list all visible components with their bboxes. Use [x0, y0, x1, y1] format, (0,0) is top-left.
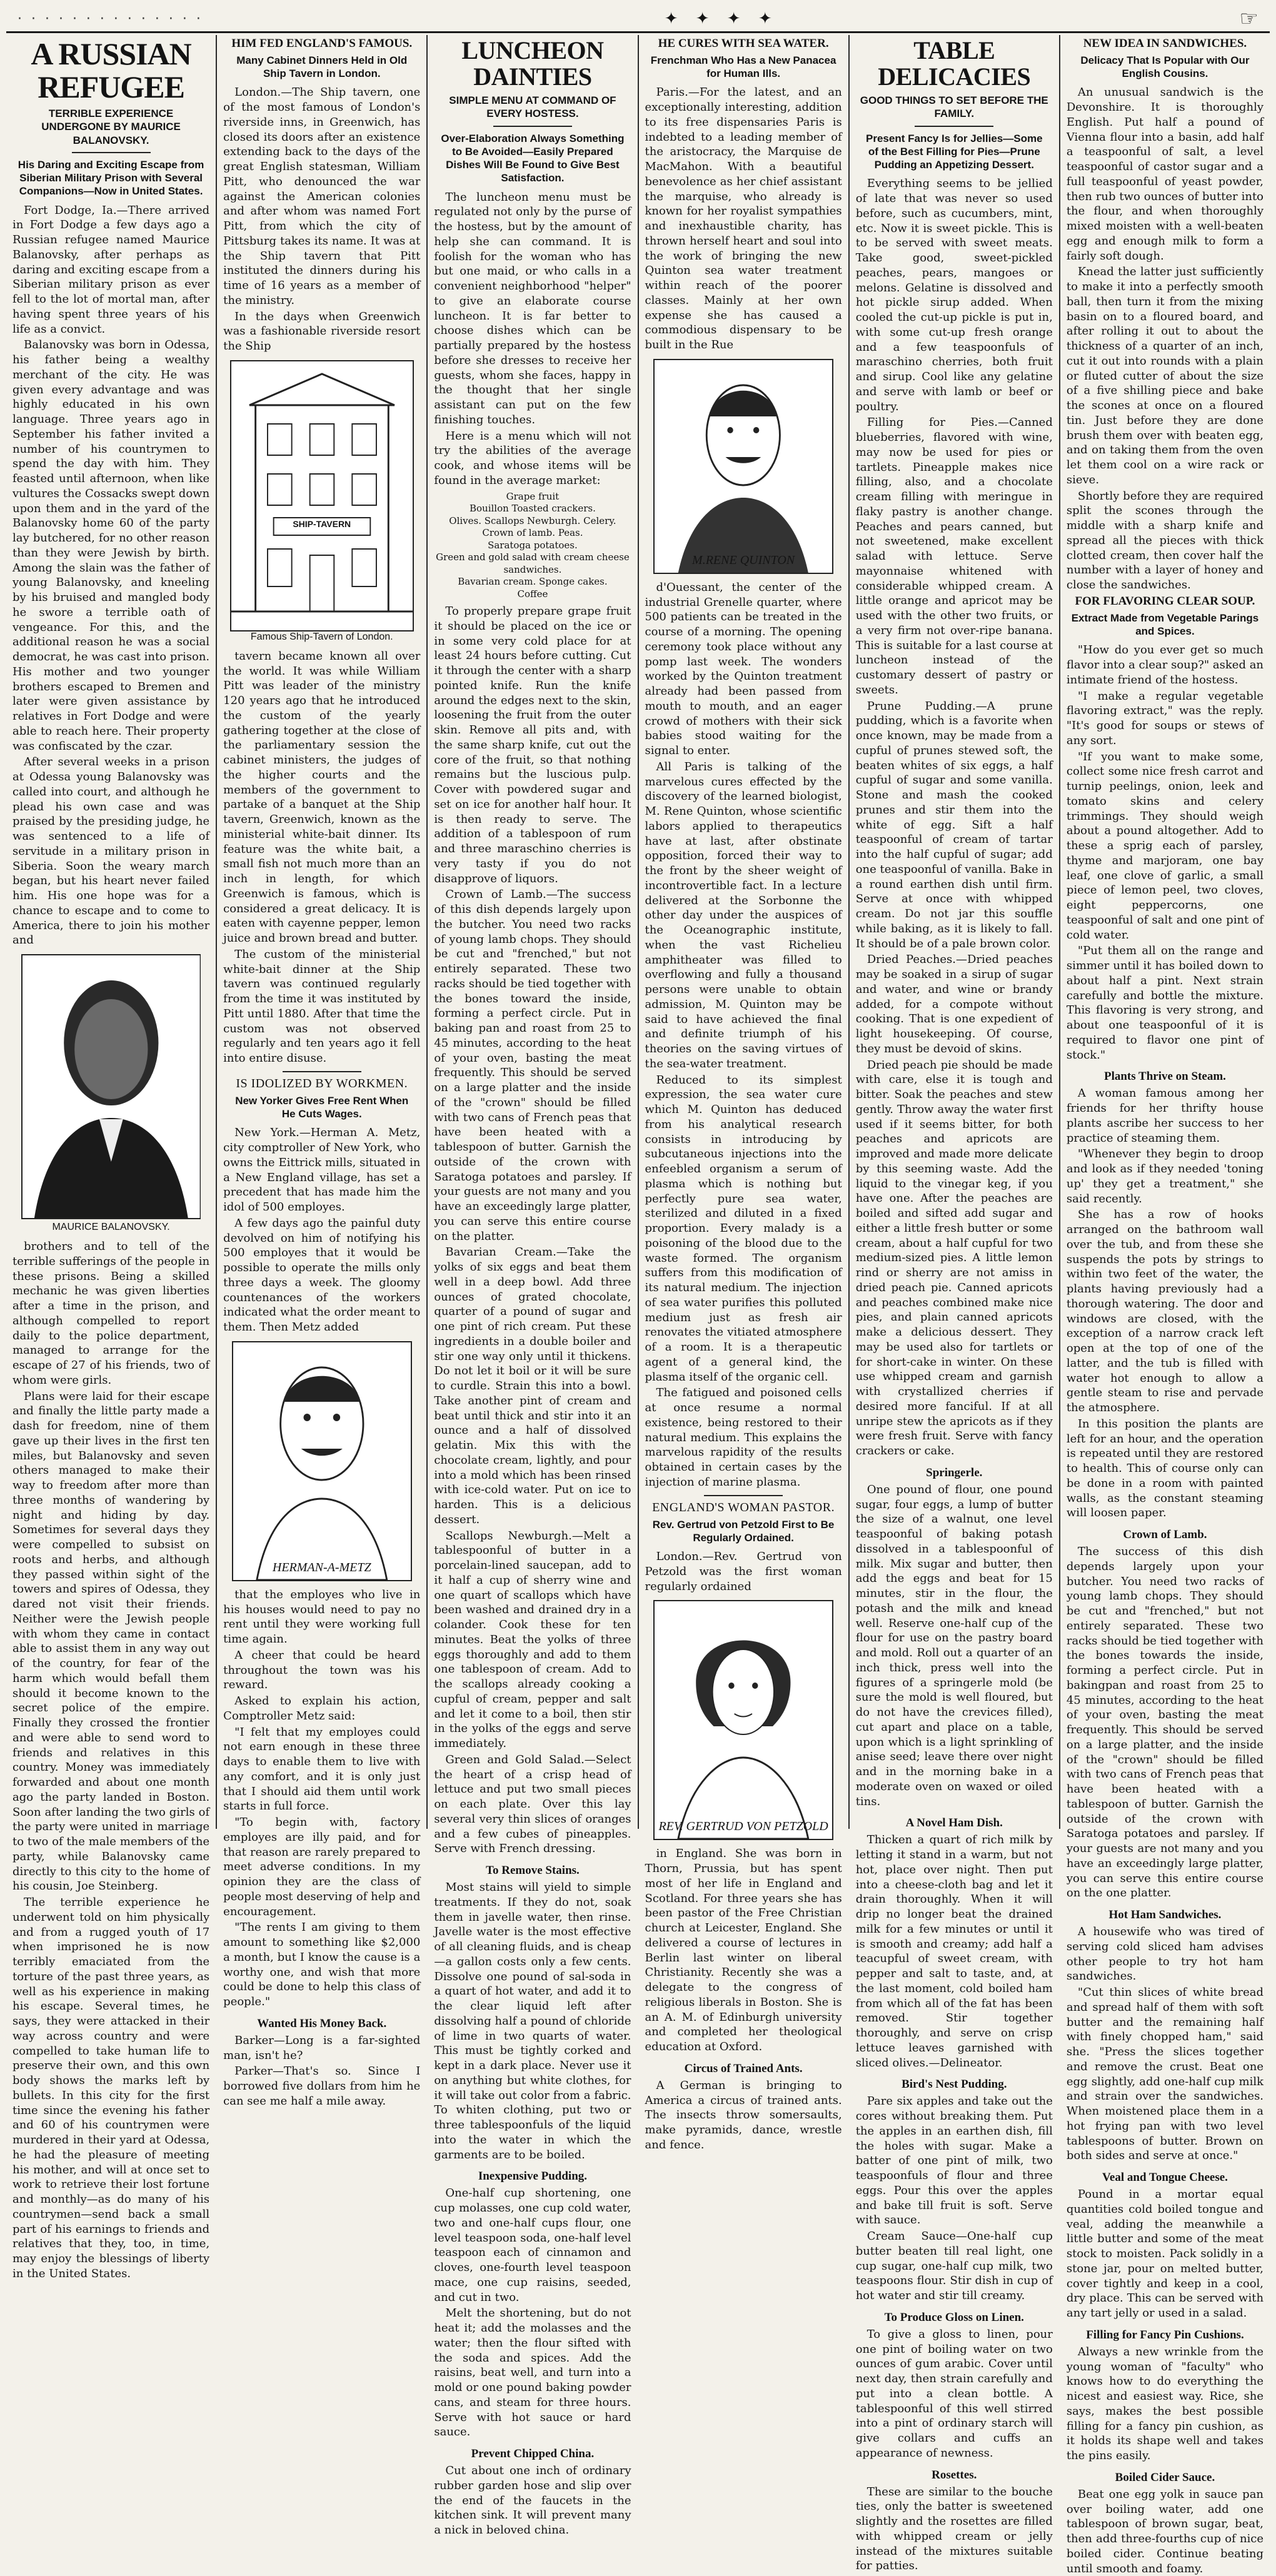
subhead-pudding: Inexpensive Pudding.	[478, 2170, 588, 2183]
headline-luncheon-dainties: LUNCHEON DAINTIES	[461, 36, 604, 91]
paragraph: Pound in a mortar equal quantities cold boiled tongue and veal, adding the meanwhile a little butter and some of the meat stock to moisten. Pack solidly in a stone jar, pour on melted butter, cover tightly and keep in a cool, dry place. This can be served with any tart jelly or used in a salad.	[1066, 2188, 1264, 2320]
headline-ship-tavern: HIM FED ENGLAND'S FAMOUS.	[231, 37, 413, 50]
paragraph: Barker—Long is a far-sighted man, isn't he?	[223, 2033, 421, 2062]
paragraph: "Put them all on the range and simmer until it has boiled down to about half a pint. Next strain carefully and bottle the mixture. This flavoring is very strong, and about one teaspoonful of it is required to flavor one pint of stock."	[1066, 944, 1264, 1062]
paragraph: Beat one egg yolk in sauce pan over boiling water, add one tablespoon of brown sugar, beat, then add three-fourths cup of nice boiled cider. Continue beating until smooth and foamy.	[1066, 2487, 1264, 2575]
paragraph: The success of this dish depends largely upon your butcher. You need two racks of young lamb chops. They should be cut and "frenched," but not entirely separated. These two racks should be tied together with the bones towards the inside, forming a perfect circle. Put in bakingpan and roast from 25 to 45 minutes, according to the heat of your oven, basting the meat frequently. This should be served on a large platter, and the inside of the "crown" should be filled with two cans of French peas that have been heated with a tablespoon of butter. Garnish the outside of the crown with Saratoga potatoes and parsley. If your guests are not many and you have an exceedingly large platter, you can serve this entire course on the one platter.	[1066, 1545, 1264, 1900]
paragraph: Cream Sauce—One-half cup butter beaten till real light, one cup sugar, one-half cup milk, two teaspoons flour. Stir dish in cup of hot water and stir till creamy.	[855, 2230, 1053, 2302]
fold-marks: · · · · · · · · · · · · · ·	[18, 11, 203, 27]
paragraph: New York.—Herman A. Metz, city comptroller of New York, who owns the Eittrick mills, situated in a New England village, has set a precedent that has made him the idol of 500 employes.	[223, 1126, 421, 1214]
menu-line: Bouillon Toasted crackers.	[469, 503, 596, 514]
paragraph: "If you want to make some, collect some nice fresh carrot and turnip peelings, onion, leek and tomato skins and celery trimmings. They should weigh about a pound altogether. Add to these a sprig each of parsley, thyme and marjoram, one bay leaf, one clove of garlic, a small piece of lemon peel, two cloves, eight peppercorns, one teaspoonful of salt and one pint of cold water.	[1066, 750, 1264, 942]
divider	[915, 126, 993, 127]
divider	[283, 1071, 361, 1072]
divider	[493, 126, 572, 127]
paragraph: London.—The Ship tavern, one of the most famous of London's riverside inns, in Greenwich, has closed its doors after an existence extending back to the days of the great English statesman, William Pitt, who denounced the war against the American colonies and after whom was named Fort Pitt, from which the city of Pittsburg takes its name. It was at the Ship tavern that Pitt instituted the dinners during his time of 16 years as a member of the ministry.	[223, 86, 421, 307]
paragraph: "I make a regular vegetable flavoring extract," was the reply. "It's good for soups or stews of any sort.	[1066, 689, 1264, 747]
deck-russian-refugee: TERRIBLE EXPERIENCE UNDERGONE BY MAURICE BALANOVSKY.	[41, 108, 181, 146]
paragraph: "I felt that my employes could not earn enough in these three days to enable them to live with any comfort, and it is only just that I should aid them until work starts in full force.	[223, 1725, 421, 1813]
subhead-rosettes: Rosettes.	[932, 2468, 977, 2482]
luncheon-menu	[434, 491, 631, 601]
paragraph: that the employes who live in his houses would need to pay no rent until they were working full time again.	[223, 1587, 421, 1646]
portrait-quinton	[645, 359, 842, 574]
column-sea-water	[639, 35, 850, 2151]
headline-table-delicacies: TABLE DELICACIES	[878, 36, 1031, 91]
portrait-caption: REV. GERTRUD VON PETZOLD	[658, 1819, 828, 1834]
headline-clear-soup: FOR FLAVORING CLEAR SOUP.	[1075, 594, 1255, 608]
paragraph: London.—Rev. Gertrud von Petzold was the first woman regularly ordained	[645, 1550, 842, 1593]
portrait-image	[653, 1600, 833, 1840]
menu-line: Bavarian cream. Sponge cakes.	[458, 576, 608, 587]
menu-line: Green and gold salad with cream cheese sandwiches.	[436, 551, 630, 575]
page-top-border	[6, 6, 1270, 33]
paragraph: A cheer that could be heard throughout the town was his reward.	[223, 1648, 421, 1692]
paragraph: Crown of Lamb.—The success of this dish depends largely upon the butcher. You need two racks of young lamb chops. They should be cut and "frenched," but not entirely separated. These two racks should be tied together with the bones toward the inside, forming a perfect circle. Put in baking pan and roast from 25 to 45 minutes, according to the heat of your oven, basting the meat frequently. This should be served on a large platter and the inside of the "crown" should be filled with two cans of French peas that have been heated with a tablespoon of butter. Garnish the outside of the crown with Saratoga potatoes and parsley. If your guests are not many and you have an exceedingly large platter, you can serve this entire course on the platter.	[434, 888, 631, 1243]
paragraph: in England. She was born in Thorn, Prussia, but has spent most of her life in England and Scotland. For three years she has been pastor of the Free Christian church at Leicester, England. She delivered a course of lectures in Berlin last winter on liberal Christianity. Recently she was a delegate to the congress of religious liberals in Boston. She is an A. M. of Edinburgh university and completed her theological education at Oxford.	[645, 1847, 842, 2054]
tavern-sign: SHIP-TAVERN	[293, 518, 351, 529]
headline-idolized: IS IDOLIZED BY WORKMEN.	[236, 1076, 408, 1090]
paragraph: A woman famous among her friends for her thrifty house plants ascribe her success to her practice of steaming them.	[1066, 1087, 1264, 1145]
pointing-hand-icon: ☞	[1239, 6, 1258, 31]
column-ship-tavern	[217, 35, 428, 2108]
headline-sandwiches: NEW IDEA IN SANDWICHES.	[1083, 37, 1247, 50]
paragraph: Shortly before they are required split the scones through the middle with a sharp knife and spread all the pieces with thick clotted cream, then cover half the number with a layer of honey and close the sandwiches.	[1066, 489, 1264, 592]
column-table-delicacies	[850, 35, 1060, 2573]
deck-idolized: New Yorker Gives Free Rent When He Cuts Wages.	[235, 1094, 409, 1120]
portrait-caption: MAURICE BALANOVSKY.	[52, 1222, 170, 1232]
paragraph: Reduced to its simplest expression, the sea water cure which M. Quinton has deduced from his analytical research consists in introducing by subcutaneous injections into the enfeebled organism a serum of plasma which is nothing but perfectly pure sea water, sterilized and diluted in a fixed proportion. Every malady is a poisoning of the blood due to the waste formed. The organism suffers from this modification of its natural medium. The injection of sea water purifies this polluted medium just as fresh air renovates the vitiated atmosphere of a room. It is a therapeutic agent of a general kind, the plasma itself of the organic cell.	[645, 1073, 842, 1384]
paragraph: Most stains will yield to simple treatments. If they do not, soak them in javelle water, then rinse. Javelle water is the most effective of all cleaning fluids, and is cheap—a gallon costs only a few cents. Dissolve one pound of sal-soda in a quart of hot water, and add it to the clear liquid left after dissolving half a pound of chloride of lime in two quarts of water. This must be tightly corked and kept in a dark place. Never use it on anything but white clothes, for it will take out color from a fabric. To whiten clothing, put two or three tablespoonfuls of the liquid into the water in which the garments are to be boiled.	[434, 1881, 631, 2161]
deck-sandwiches: Delicacy That Is Popular with Our English Cousins.	[1080, 54, 1250, 80]
portrait-image	[653, 359, 833, 574]
paragraph: Always a new wrinkle from the young woman of "faculty" who knows how to do everything the nicest and easiest way. Rice, she says, makes the best possible filling for a fancy pin cushion, as it holds its shape well and takes the pins easily.	[1066, 2345, 1264, 2463]
paragraph: A few days ago the painful duty devolved on him of notifying his 500 employes that it would be possible to operate the mills only three days a week. The gloomy countenances of the workers indicated what the order meant to them. Then Metz added	[223, 1216, 421, 1334]
deck-clear-soup: Extract Made from Vegetable Parings and Spices.	[1071, 611, 1259, 638]
deck-luncheon: SIMPLE MENU AT COMMAND OF EVERY HOSTESS.	[449, 94, 616, 120]
menu-line: Crown of lamb. Peas.	[482, 527, 583, 538]
subdeck-russian-refugee: His Daring and Exciting Escape from Siberian Military Prison with Several Companions—Now in United States.	[18, 158, 204, 198]
subhead-springerle: Springerle.	[926, 1466, 983, 1479]
paragraph: Filling for Pies.—Canned blueberries, flavored with wine, may now be used for pies or tartlets. Pineapple makes nice filling, also, and a chocolate cream filling with meringue in flaky pastry is another change. Peaches and pears canned, but not sweetened, make excellent salad with lettuce. Serve mayonnaise whitened with considerable whipped cream. A little orange and apricot may be used with the other two fruits, or a very firm not over-ripe banana. This is suitable for a last course at luncheon instead of the customary dessert of pastry or sweets.	[855, 416, 1053, 697]
paragraph: One-half cup shortening, one cup molasses, one cup cold water, two and one-half cups flour, one level teaspoon soda, one-half level teaspoon each of cinnamon and cloves, one-fourth level teaspoon mace, one cup raisins, seeded, and cut in two.	[434, 2186, 631, 2304]
paragraph: An unusual sandwich is the Devonshire. It is thoroughly English. Put half a pound of Vienna flour into a basin, add half a teaspoonful of salt, a level teaspoonful of castor sugar and a full teaspoonful of yeast powder, then rub two ounces of butter into the flour, and when thoroughly mixed moisten with a well-beaten egg and enough milk to form a fairly soft dough.	[1066, 86, 1264, 263]
paragraph: The luncheon menu must be regulated not only by the purse of the hostess, but by the amount of help she can command. It is foolish for the woman who has but one maid, or who calls in a convenient neighborhood "helper" to give an elaborate course luncheon. It is far better to choose dishes which can be partially prepared by the hostess before she dresses to receive her guests, whom she faces, happy in the thought that her single assistant can put on the few finishing touches.	[434, 190, 631, 426]
paragraph: She has a row of hooks arranged on the bathroom wall over the tub, and from these she suspends the pots by strings to within two feet of the water, the plants having previously had a thorough watering. The door and windows are closed, with the exception of a narrow crack left open at the top of one of the latter, and the tub is filled with water hot enough to allow a gentle steam to rise and pervade the atmosphere.	[1066, 1208, 1264, 1415]
paragraph: Dried Peaches.—Dried peaches may be soaked in a sirup of sugar and water, and wine or brandy added, for a compote without cooking. That is one expedient of light housekeeping. Of course, they must be devoid of skins.	[855, 953, 1053, 1055]
paragraph: The terrible experience he underwent told on him physically and from a rugged youth of 17 when imprisoned he is now terribly emaciated from the torture of the past three years, as well as his experience in making his escape. Several times, he says, they were attacked in their way across country and were compelled to take human life to preserve their own, and this own body shows the marks left by bullets. In this city for the first time since the evening his father and 60 of his countrymen were murdered in their yard at Odessa, he had the pleasure of meeting his mother, and will at once set to work to retrieve their lost fortune and monthly—as do many of his countrymen—send back a small part of his earnings to friends and relatives that they, too, in time, may enjoy the blessings of liberty in the United States.	[13, 1896, 210, 2280]
portrait-caption: M.RENE QUINTON	[692, 553, 795, 567]
subhead-ham-dish: A Novel Ham Dish.	[905, 1816, 1003, 1830]
paragraph: One pound of flour, one pound sugar, four eggs, a lump of butter the size of a walnut, one level teaspoonful of baking potash dissolved in a tablespoonful of milk. Mix sugar and butter, then add the eggs and beat for 15 minutes, stir in the flour, the potash and the milk and knead well. Reserve one-half cup of the flour for use on the pastry board and mold. Roll out a quarter of an inch thick, press well into the figures of a springerle mold (be sure the mold is well floured, but do not have the crevices filled), cut apart and place on a table, upon which is a light sprinkling of anise seed; leave there over night and in the morning bake in a moderate oven on waxed or oiled tins.	[855, 1482, 1053, 1808]
paragraph: The custom of the ministerial white-bait dinner at the Ship tavern was continued regularly from the time it was instituted by Pitt until 1880. After that time the custom was not observed regularly and ten years ago it fell into entire disuse.	[223, 947, 421, 1065]
deck-sea-water: Frenchman Who Has a New Panacea for Human Ills.	[650, 54, 836, 80]
portrait-metz	[223, 1341, 420, 1581]
deck-woman-pastor: Rev. Gertrud von Petzold First to Be Regularly Ordained.	[652, 1518, 835, 1544]
divider	[704, 1495, 783, 1496]
paragraph: All Paris is talking of the marvelous cures effected by the discovery of the learned biologist, M. Rene Quinton, whose scientific labors applied to therapeutics have at last, after obstinate opposition, forced their way to the front by the sheer weight of incontrovertible fact. In a lecture delivered at the Sorbonne the other day under the auspices of the Oceanographic institute, when the vast Richelieu amphitheater was filled to overflowing and fully a thousand persons were unable to obtain admission, M. Quinton may be said to have achieved the final and definite triumph of his theories on the saving virtues of the sea-water treatment.	[645, 760, 842, 1070]
menu-line: Coffee	[517, 588, 548, 600]
paragraph: In the days when Greenwich was a fashionable riverside resort the Ship	[223, 309, 421, 353]
paragraph: tavern became known all over the world. It was while William Pitt was leader of the ministry 120 years ago that he introduced the custom of the yearly gathering together at the close of the parliamentary session the cabinet ministers, the judges of the higher courts and the members of the government to partake of a banquet at the Ship tavern, Greenwich, known as the ministerial white-bait dinner. Its feature was the white bait, a small fish not much more than an inch in length, for which Greenwich is famous, which is considered a great delicacy. It is eaten with cayenne pepper, lemon juice and brown bread and butter.	[223, 649, 421, 945]
menu-line: Grape fruit	[506, 490, 560, 502]
column-luncheon-dainties	[428, 35, 638, 2537]
paragraph: A German is bringing to America a circus of trained ants. The insects throw somersaults, make pyramids, dance, wrestle and fence.	[645, 2078, 842, 2151]
subhead-birds-nest: Bird's Nest Pudding.	[902, 2078, 1007, 2091]
column-sandwiches	[1060, 35, 1270, 2575]
menu-line: Saratoga potatoes.	[488, 539, 578, 551]
paragraph: Balanovsky was born in Odessa, his father being a wealthy merchant of the city. He was given every advantage and was highly educated in his own language. Three years ago in September his father invited a number of his countrymen to spend the day with him. They feasted until afternoon, when like vultures the Cossacks swept down upon them and in the yard of the Balanovsky home 60 of the party lay butchered, for no other reason than they were Jewish by birth. Among the slain was the father of young Balanovsky, and kneeling by his bruised and mangled body he swore a terrible oath of vengeance. For this, and the additional reason he was a social democrat, he was cast into prison. His mother and two younger brothers escaped to Bremen and later were given assistance by relatives in Fort Dodge and were able to reach here. Their property was confiscated by the czar.	[13, 338, 210, 753]
paragraph: Melt the shortening, but do not heat it; add the molasses and the water; then the flour sifted with the soda and spices. Add the raisins, beat well, and turn into a mold or one pound baking powder cans, and steam for three hours. Serve with hot sauce or hard sauce.	[434, 2307, 631, 2439]
paragraph: A housewife who was tired of serving cold sliced ham advises other people to try hot ham sandwiches.	[1066, 1925, 1264, 1983]
paragraph: Cut about one inch of ordinary rubber garden hose and slip over the end of the faucets in the kitchen sink. It will prevent many a nick in beloved china.	[434, 2464, 631, 2537]
deck-ship-tavern: Many Cabinet Dinners Held in Old Ship Tavern in London.	[236, 54, 408, 80]
headline-woman-pastor: ENGLAND'S WOMAN PASTOR.	[652, 1500, 835, 1514]
subhead-stains: To Remove Stains.	[486, 1864, 580, 1877]
paragraph: "The rents I am giving to them amount to something like $2,000 a month, but I know the cause is a worthy one, and wish that more could be done to help this class of people."	[223, 1921, 421, 2009]
subhead-hot-ham: Hot Ham Sandwiches.	[1108, 1908, 1222, 1922]
paragraph: Green and Gold Salad.—Select the heart of a crisp head of lettuce and put two small pieces on each plate. Over this lay several very thin slices of oranges and a few cubes of pineapples. Serve with French dressing.	[434, 1753, 631, 1856]
subhead-gloss-linen: To Produce Gloss on Linen.	[884, 2310, 1024, 2324]
paragraph: brothers and to tell of the terrible sufferings of the people in these prisons. Being a skilled mechanic he was given liberties after a time in the prison, and although compelled to report daily to the police department, managed to arrange for the escape of 27 of his friends, two of whom were girls.	[13, 1240, 210, 1387]
top-ornament: ✦ ✦ ✦ ✦	[664, 9, 778, 28]
paragraph: To give a gloss to linen, pour one pint of boiling water on two ounces of gum arabic. Cover until next day, then strain carefully and put into a clean bottle. A tablespoonful of this well stirred into a pint of ordinary starch will give collars and cuffs an appearance of newness.	[855, 2327, 1053, 2460]
tavern-caption: Famous Ship-Tavern of London.	[250, 631, 393, 642]
paragraph: "How do you ever get so much flavor into a clear soup?" asked an intimate friend of the hostess.	[1066, 643, 1264, 687]
paragraph: d'Ouessant, the center of the industrial Grenelle quarter, where 500 patients can be treated in the course of a morning. The opening ceremony took place without any pomp last week. The wonders worked by the Quinton treatment already had been passed from mouth to mouth, and an eager crowd of mothers with their sick babies stood waiting for the signal to enter.	[645, 580, 842, 758]
portrait-petzold	[645, 1600, 842, 1840]
paragraph: Everything seems to be jellied of late that was never so used before, such as cucumbers, mint, etc. Now it is sweet pickle. This is to be served with sweet meats. Take good, sweet-pickled peaches, pears, mangoes or melons. Gelatine is dissolved and hot pickle sirup added. When cooled the cut-up pickle is put in, with some cut-up fresh orange and a few teaspoonfuls of maraschino cherries, both fruit and sirup. Cool like any gelatine and serve with lamb or beef or poultry.	[855, 177, 1053, 413]
paragraph: Knead the latter just sufficiently to make it into a perfectly smooth ball, then turn it from the mixing basin on to a floured board, and after rolling it out to about the thickness of a quarter of an inch, cut it out into rounds with a plain or fluted cutter of about the size of a five shilling piece and bake the scones at once on a floured tin. Just before they are done brush them over with beaten egg, and on taking them from the oven let them cool on a wire rack or sieve.	[1066, 265, 1264, 486]
paragraph: Pare six apples and take out the cores without breaking them. Put the apples in an earthen dish, fill the holes with sugar. Make a batter of one pint of milk, two teaspoonfuls of flour and three eggs. Pour this over the apples and bake till fruit is soft. Serve with sauce.	[855, 2095, 1053, 2227]
headline-sea-water: HE CURES WITH SEA WATER.	[658, 37, 829, 50]
menu-line: Olives. Scallops Newburgh. Celery.	[449, 515, 616, 526]
paragraph: "Whenever they begin to droop and look as if they needed 'toning up' they get a treatment," she said recently.	[1066, 1147, 1264, 1205]
subhead-veal-tongue: Veal and Tongue Cheese.	[1102, 2171, 1228, 2185]
subhead-ants: Circus of Trained Ants.	[684, 2061, 803, 2075]
paragraph: Dried peach pie should be made with care, else it is tough and bitter. Soak the peaches and stew gently. Throw away the water first used if it seems bitter, for both peaches and apricots are improved and made more delicate by this seeming waste. Add the liquid to the vinegar keg, if you have one. After the peaches are boiled and sifted add sugar and either a little fresh butter or some cream, about a half cupful for two medium-sized pies. A little lemon rind or sherry are not amiss in dried peach pie. Canned apricots and peaches combined make nice pies, and plain canned apricots make a delicious dessert. They may be used also for tartlets or for short-cake in winter. On these use whipped cream and garnish with crystallized cherries if desired more fanciful. If at all unripe stew the apricots as if they were fresh fruit. Serve with fancy crackers or cake.	[855, 1058, 1053, 1457]
paragraph: After several weeks in a prison at Odessa young Balanovsky was called into court, and although he plead his own case and was praised by the presiding judge, he was sentenced to a life of servitude in a military prison in Siberia. Soon the weary march began, but his heart never failed him. His one hope was for a chance to escape and to come to America, there to join his mother and	[13, 755, 210, 947]
paragraph: Fort Dodge, Ia.—There arrived in Fort Dodge a few days ago a Russian refugee named Maurice Balanovsky, after perhaps as daring and exciting escape from a Siberian military prison as ever fell to the lot of mortal man, after having spent three years of his life as a convict.	[13, 203, 210, 336]
paragraph: Paris.—For the latest, and an exceptionally interesting, addition to its free dispensaries Paris is indebted to a leading member of the aristocracy, the Marquise de MacMahon. With a beautiful benevolence as her chief assistant the marquise, who already is known for her royalist sympathies and inexhaustible charity, has thrown herself heart and soul into the work of bringing the new Quinton sea water treatment within reach of the poorer classes. Mainly at her own expense she has caused a commodious dispensary to be built in the Rue	[645, 86, 842, 352]
paragraph: "To begin with, factory employes are illy paid, and for that reason are rarely prepared to meet adverse conditions. In my opinion they are the class of people most deserving of help and encouragement.	[223, 1816, 421, 1918]
subdeck-luncheon: Over-Elaboration Always Something to Be Avoided—Easily Prepared Dishes Will Be Found to Give Best Satisfaction.	[441, 132, 625, 184]
divider	[72, 152, 151, 153]
subhead-plants-steam: Plants Thrive on Steam.	[1103, 1070, 1226, 1084]
subhead-china: Prevent Chipped China.	[471, 2447, 595, 2460]
paragraph: In this position the plants are left for an hour, and the operation is repeated until they are restored to health. This of course only can be done in a room with painted walls, as the constant steaming will loosen paper.	[1066, 1417, 1264, 1520]
paragraph: Prune Pudding.—A prune pudding, which is a favorite when once known, may be made from a cupful of prunes stewed soft, the beaten whites of six eggs, a half cupful of sugar and some vanilla. Stone and mash the cooked prunes and stir them into the white of egg. Sift a half teaspoonful of cream of tartar into the half cupful of sugar; add one teaspoonful of vanilla. Bake in a round earthen dish until firm. Serve at once with whipped cream. Do not jar this souffle while baking, as it is likely to fall. It should be of a pale brown color.	[855, 699, 1053, 950]
paragraph: Plans were laid for their escape and finally the little party made a dash for freedom, nine of them gave up their lives in the first ten miles, but Balanovsky and seven others managed to make their way to freedom after more than three months of wandering by night and hiding by day. Sometimes for several days they were compelled to subsist on roots and herbs, and although they passed within sight of the towers and spires of Odessa, they dared not visit their friends. Neither were the Jewish people with whom they came in contact able to assist them in any way out of the country, for fear of the harm which would befall them should it become known to the secret police of the empire. Finally they crossed the frontier and were able to send word to friends and relatives in this country. Money was immediately forwarded and about one month ago the party landed in Boston. Soon after landing the two girls of the party were united in marriage to two of the male members of the party, while Balanovsky came directly to this city to the home of his cousin, Joe Steinberg.	[13, 1389, 210, 1893]
paragraph: To properly prepare grape fruit it should be placed on the ice or in some very cold place for at least 24 hours before cutting. Cut it through the center with a sharp pointed knife. Run the knife around the edges next to the skin, loosening the fruit from the outer skin. Remove all pits and, with the same sharp knife, cut out the core of the fruit, so that nothing remains but the luscious pulp. Cover with powdered sugar and set on ice for another half hour. It is then ready to serve. The addition of a tablespoon of rum and three maraschino cherries is very tasty if you do not disapprove of liquors.	[434, 605, 631, 885]
portrait-caption: HERMAN-A-METZ	[272, 1560, 371, 1574]
paragraph: Parker—That's so. Since I borrowed five dollars from him he can see me half a mile away.	[223, 2065, 421, 2108]
paragraph: Scallops Newburgh.—Melt a tablespoonful of butter in a porcelain-lined saucepan, add to it half a cup of sherry wine and one quart of scallops which have been washed and drained dry in a colander. Cook these for ten minutes. Beat the yolks of three eggs thoroughly and add to them one tablespoon of cream. Add to the scallops already cooking a cupful of cream, pepper and salt and let it come to a boil, then stir in the yolks of the eggs and serve immediately.	[434, 1529, 631, 1750]
paragraph: Bavarian Cream.—Take the yolks of six eggs and beat them well in a deep bowl. Add three ounces of grated chocolate, quarter of a pound of sugar and one pint of rich cream. Put these ingredients in a double boiler and stir one way only until it thickens. Do not let it boil or it will be sure to curdle. Strain this into a bowl. Take another pint of cream and beat until thick and stir into it an ounce and a half of dissolved gelatin. Mix this with the chocolate cream, lightly, and pour into a mold which has been rinsed with ice-cold water. Put on ice to harden. This is a delicious dessert.	[434, 1245, 631, 1526]
deck-table-delicacies: GOOD THINGS TO SET BEFORE THE FAMILY.	[860, 94, 1048, 120]
subhead-crown-lamb: Crown of Lamb.	[1123, 1528, 1207, 1542]
paragraph: The fatigued and poisoned cells at once resume a normal existence, being restored to their natural medium. This explains the marvelous rapidity of the results obtained in certain cases by the injection of marine plasma.	[645, 1386, 842, 1489]
tavern-drawing	[230, 360, 414, 631]
illustration-ship-tavern	[223, 360, 420, 643]
paragraph: Here is a menu which will not try the abilities of the average cook, and whose items will be found in the average market:	[434, 429, 631, 487]
headline-russian-refugee: A RUSSIAN REFUGEE	[31, 36, 191, 104]
paragraph: Asked to explain his action, Comptroller Metz said:	[223, 1694, 421, 1723]
article-columns	[6, 35, 1270, 2575]
paragraph: Thicken a quart of rich milk by letting it stand in a warm, but not hot, place over night. Then put into a cheese-cloth bag and let it drain thoroughly. When it will drip no longer beat the drained milk for a few minutes or until it is smooth and creamy; add half a teacupful of sweet cream, with pepper and salt to taste, and, at the last moment, cold boiled ham from which all of the fat has been removed. Stir together thoroughly, and serve on crisp lettuce leaves garnished with sliced olives.—Delineator.	[855, 1833, 1053, 2070]
portrait-balanovsky	[13, 954, 209, 1233]
column-russian-refugee	[6, 35, 217, 2280]
paragraph: These are similar to the bouche ties, only the batter is sweetened slightly and the rosettes are filled with whipped cream or jelly instead of the mixtures suitable for patties.	[855, 2485, 1053, 2573]
paragraph: "Cut thin slices of white bread and spread half of them with soft butter and the remaining half with finely chopped ham," said she. "Press the slices together and remove the crust. Beat one egg slightly, add one-half cup milk and strain over the sandwiches. When moistened place them in a hot frying pan with two level tablespoons of butter. Brown on both sides and serve at once."	[1066, 1986, 1264, 2163]
subdeck-table-delicacies: Present Fancy Is for Jellies—Some of the Best Filling for Pies—Prune Pudding an Appetizing Dessert.	[866, 132, 1043, 171]
subhead-cider-sauce: Boiled Cider Sauce.	[1115, 2470, 1215, 2484]
portrait-image	[232, 1341, 412, 1581]
subhead-money-back: Wanted His Money Back.	[257, 2016, 387, 2030]
portrait-image	[21, 954, 201, 1219]
subhead-pin-cushions: Filling for Fancy Pin Cushions.	[1086, 2328, 1244, 2342]
